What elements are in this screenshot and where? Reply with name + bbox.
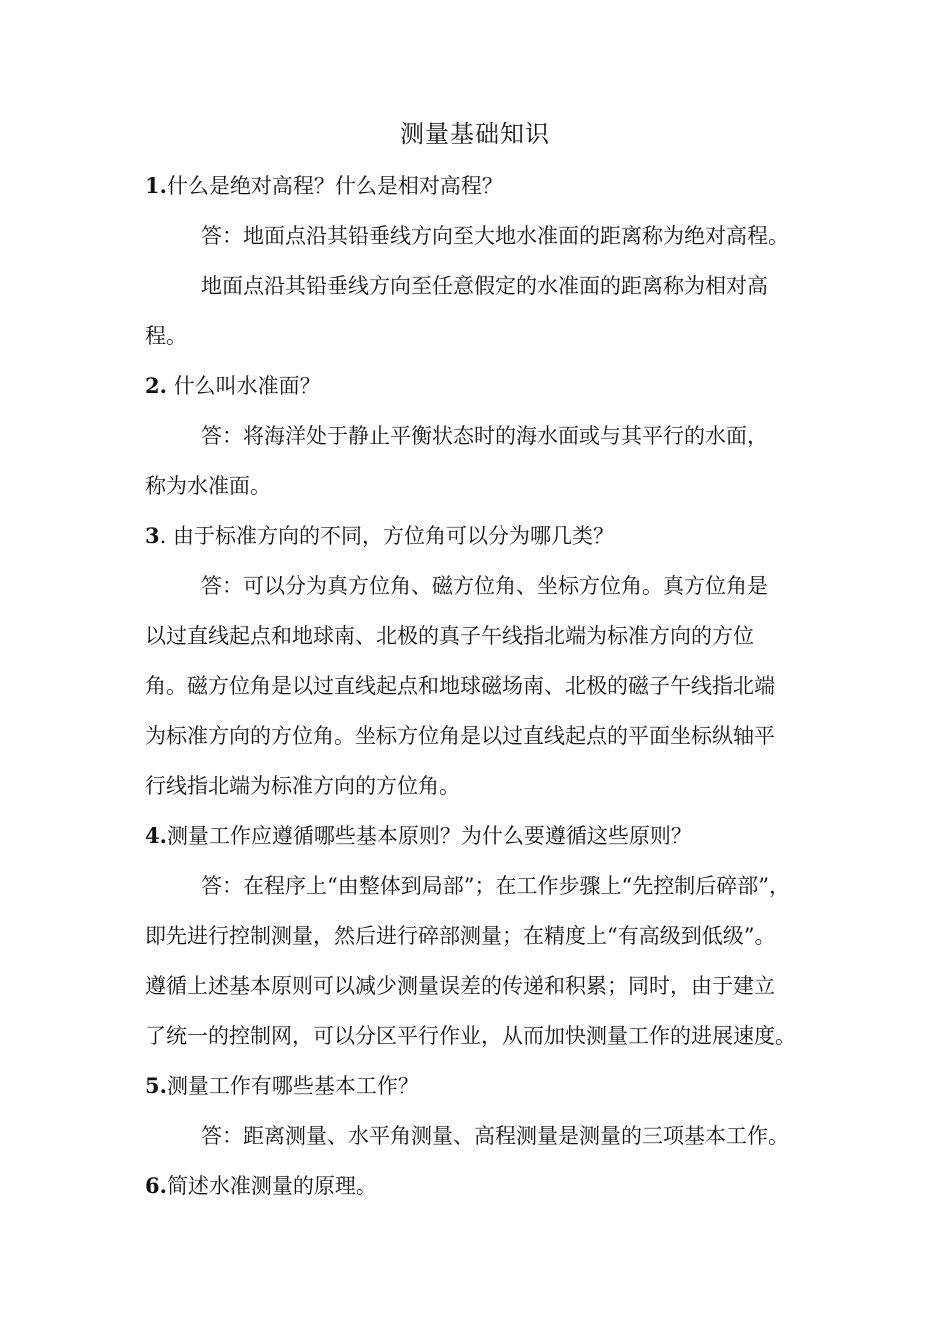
- question-text: 什么是绝对高程？什么是相对高程？: [166, 174, 503, 198]
- question-text: 测量工作有哪些基本工作？: [166, 1074, 419, 1098]
- question-number: 4.: [145, 823, 167, 848]
- question-line: [145, 1068, 810, 1118]
- answer-line: 地面点沿其铅垂线方向至任意假定的水准面的距离称为相对高: [201, 274, 768, 298]
- continuation-line: 遵循上述基本原则可以减少测量误差的传递和积累；同时，由于建立: [145, 974, 775, 998]
- continuation-line: 为标准方向的方位角。坐标方位角是以过直线起点的平面坐标纵轴平: [145, 724, 775, 748]
- continuation-line: 角。磁方位角是以过直线起点和地球磁场南、北极的磁子午线指北端: [145, 674, 775, 698]
- question-line: [145, 1168, 810, 1218]
- answer-line: 答：将海洋处于静止平衡状态时的海水面或与其平行的水面，: [201, 424, 768, 448]
- question-text: 简述水准测量的原理。: [166, 1174, 377, 1198]
- continuation-line: 了统一的控制网，可以分区平行作业，从而加快测量工作的进展速度。: [145, 1024, 796, 1048]
- page-title: 测量基础知识: [400, 120, 550, 148]
- answer-line: 答：距离测量、水平角测量、高程测量是测量的三项基本工作。: [201, 1124, 789, 1148]
- question-number: 6.: [145, 1173, 167, 1198]
- question-number: 5.: [145, 1073, 167, 1098]
- continuation-line: 称为水准面。: [145, 474, 271, 498]
- answer-line: 答：在程序上“由整体到局部”；在工作步骤上“先控制后碎部”，: [201, 874, 790, 898]
- question-text: . 由于标准方向的不同，方位角可以分为哪几类？: [159, 524, 614, 548]
- answer-line: 答：地面点沿其铅垂线方向至大地水准面的距离称为绝对高程。: [201, 224, 789, 248]
- question-line: [145, 818, 810, 868]
- question-line: [145, 168, 810, 218]
- answer-line: 答：可以分为真方位角、磁方位角、坐标方位角。真方位角是: [201, 574, 768, 598]
- question-line: [145, 518, 810, 568]
- continuation-line: 以过直线起点和地球南、北极的真子午线指北端为标准方向的方位: [145, 624, 754, 648]
- continuation-line: 即先进行控制测量，然后进行碎部测量；在精度上“有高级到低级”。: [145, 924, 776, 948]
- question-text: 测量工作应遵循哪些基本原则？为什么要遵循这些原则？: [166, 824, 692, 848]
- question-number: 3: [145, 523, 160, 548]
- question-text: 什么叫水准面？: [166, 374, 321, 398]
- question-line: [145, 368, 810, 418]
- continuation-line: 行线指北端为标准方向的方位角。: [145, 774, 460, 798]
- question-number: 2.: [145, 373, 167, 398]
- document-body: [145, 168, 810, 1218]
- continuation-line: 程。: [145, 324, 187, 348]
- question-number: 1.: [145, 173, 167, 198]
